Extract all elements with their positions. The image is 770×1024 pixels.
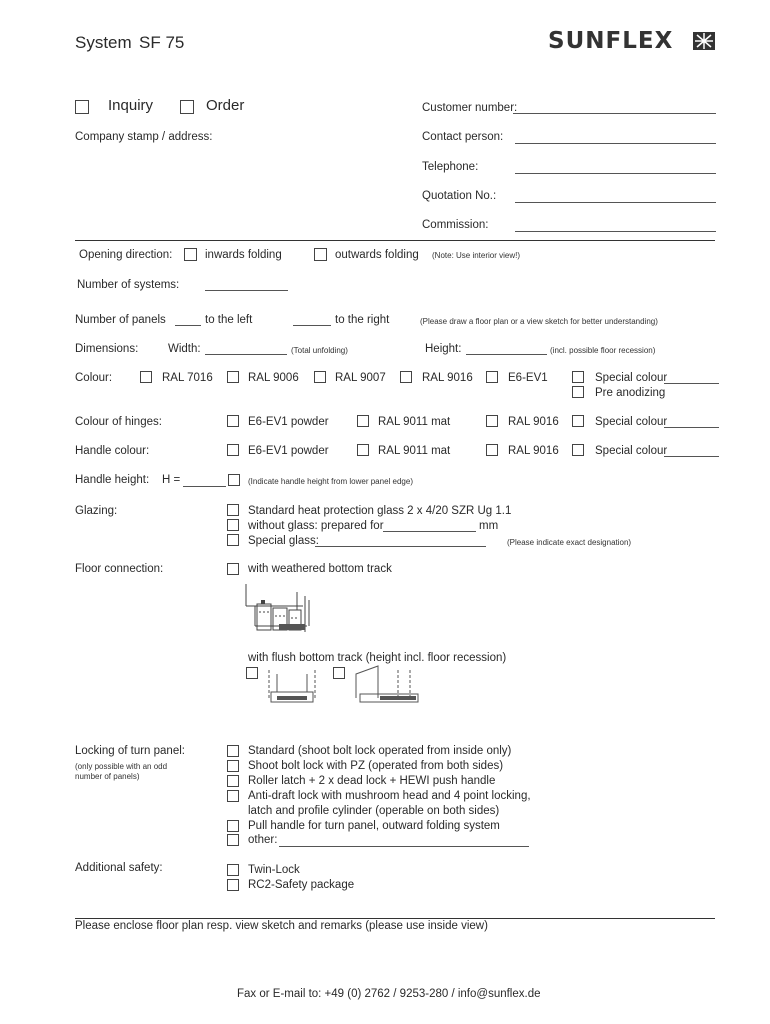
- locking-shootbolt-checkbox[interactable]: [227, 760, 239, 772]
- handle-height-checkbox[interactable]: [228, 474, 240, 486]
- locking-option-label: Standard (shoot bolt lock operated from inside only): [248, 745, 512, 757]
- pre-anodizing-checkbox[interactable]: [572, 386, 584, 398]
- hinges-option-label: RAL 9011 mat: [378, 416, 451, 428]
- panels-right-field[interactable]: [293, 325, 331, 326]
- panels-label: Number of panels: [75, 314, 166, 326]
- colour-option-label: E6-EV1: [508, 372, 548, 384]
- inwards-folding-checkbox[interactable]: [184, 248, 197, 261]
- hinges-special-label: Special colour: [595, 416, 668, 428]
- glazing-standard-label: Standard heat protection glass 2 x 4/20 SZR Ug 1.1: [248, 505, 512, 517]
- locking-option-label: Shoot bolt lock with PZ (operated from both sides): [248, 760, 504, 772]
- handle-option-label: E6-EV1 powder: [248, 445, 329, 457]
- colour-option-label: RAL 9006: [248, 372, 299, 384]
- contact-person-field[interactable]: [515, 143, 716, 144]
- flush-track-drawing-1: [263, 666, 323, 708]
- safety-label: Additional safety:: [75, 862, 163, 874]
- quotation-label: Quotation No.:: [422, 190, 497, 202]
- locking-other-field[interactable]: [279, 846, 529, 847]
- colour-label: Colour:: [75, 372, 113, 384]
- floor-flush-checkbox-1[interactable]: [246, 667, 258, 679]
- handle-special-label: Special colour: [595, 445, 668, 457]
- colour-option-label: RAL 9016: [422, 372, 473, 384]
- opening-note: (Note: Use interior view!): [432, 251, 521, 260]
- systems-field[interactable]: [205, 290, 288, 291]
- hinges-ral9016-checkbox[interactable]: [486, 415, 498, 427]
- floor-weathered-label: with weathered bottom track: [248, 563, 392, 575]
- systems-label: Number of systems:: [77, 279, 180, 291]
- colour-special-checkbox[interactable]: [572, 371, 584, 383]
- sunflex-logo: SUNFLEX: [548, 28, 674, 54]
- locking-standard-checkbox[interactable]: [227, 745, 239, 757]
- handle-special-field[interactable]: [664, 456, 719, 457]
- colour-option-label: RAL 9007: [335, 372, 386, 384]
- flush-track-drawing-2: [352, 664, 424, 708]
- panels-left-field[interactable]: [175, 325, 201, 326]
- height-note: (incl. possible floor recession): [550, 346, 656, 355]
- twin-lock-label: Twin-Lock: [248, 864, 300, 876]
- inwards-folding-label: inwards folding: [205, 249, 282, 261]
- inquiry-checkbox[interactable]: [75, 100, 89, 114]
- floor-weathered-checkbox[interactable]: [227, 563, 239, 575]
- panels-right-label: to the right: [335, 314, 390, 326]
- height-field[interactable]: [466, 354, 547, 355]
- twin-lock-checkbox[interactable]: [227, 864, 239, 876]
- hinges-e6ev1-checkbox[interactable]: [227, 415, 239, 427]
- pre-anodizing-label: Pre anodizing: [595, 387, 666, 399]
- glazing-without-field[interactable]: [383, 531, 476, 532]
- width-note: (Total unfolding): [291, 346, 348, 355]
- hinges-special-checkbox[interactable]: [572, 415, 584, 427]
- company-stamp-label: Company stamp / address:: [75, 131, 213, 143]
- colour-special-label: Special colour: [595, 372, 668, 384]
- locking-antidraft-checkbox[interactable]: [227, 790, 239, 802]
- divider: [75, 918, 715, 919]
- customer-number-field[interactable]: [513, 113, 716, 114]
- locking-roller-checkbox[interactable]: [227, 775, 239, 787]
- commission-label: Commission:: [422, 219, 489, 231]
- rc2-checkbox[interactable]: [227, 879, 239, 891]
- glazing-mm-label: mm: [479, 520, 499, 532]
- inquiry-label: Inquiry: [108, 97, 154, 114]
- hinges-option-label: E6-EV1 powder: [248, 416, 329, 428]
- telephone-label: Telephone:: [422, 161, 479, 173]
- rc2-label: RC2-Safety package: [248, 879, 355, 891]
- width-label: Width:: [168, 343, 201, 355]
- customer-number-label: Customer number:: [422, 102, 518, 114]
- locking-antidraft-cont: latch and profile cylinder (operable on both sides): [248, 805, 500, 817]
- handle-option-label: RAL 9016: [508, 445, 559, 457]
- panels-left-label: to the left: [205, 314, 253, 326]
- floor-connection-label: Floor connection:: [75, 563, 164, 575]
- floor-flush-checkbox-2[interactable]: [333, 667, 345, 679]
- hinges-option-label: RAL 9016: [508, 416, 559, 428]
- outwards-folding-checkbox[interactable]: [314, 248, 327, 261]
- sunflex-logo-icon: [691, 30, 717, 52]
- glazing-special-label: Special glass:: [248, 535, 319, 547]
- divider: [75, 240, 715, 241]
- locking-note: (only possible with an odd number of panels): [75, 762, 168, 781]
- colour-e6ev1-checkbox[interactable]: [486, 371, 498, 383]
- handle-height-label: Handle height:: [75, 474, 150, 486]
- handle-ral9016-checkbox[interactable]: [486, 444, 498, 456]
- handle-height-note: (Indicate handle height from lower panel edge): [248, 477, 413, 486]
- handle-colour-label: Handle colour:: [75, 445, 150, 457]
- panels-note: (Please draw a floor plan or a view sketch for better understanding): [420, 317, 658, 326]
- system-value: SF 75: [139, 33, 185, 52]
- glazing-without-checkbox[interactable]: [227, 519, 239, 531]
- handle-option-label: RAL 9011 mat: [378, 445, 451, 457]
- dimensions-label: Dimensions:: [75, 343, 139, 355]
- glazing-standard-checkbox[interactable]: [227, 504, 239, 516]
- footer-contact: Fax or E-mail to: +49 (0) 2762 / 9253-280 / info@sunflex.de: [237, 988, 541, 1000]
- quotation-field[interactable]: [515, 202, 716, 203]
- telephone-field[interactable]: [515, 173, 716, 174]
- locking-pull-checkbox[interactable]: [227, 820, 239, 832]
- handle-ral9011-checkbox[interactable]: [357, 444, 369, 456]
- floor-flush-label: with flush bottom track (height incl. floor recession): [248, 652, 507, 664]
- glazing-without-label: without glass: prepared for: [248, 520, 384, 532]
- locking-option-label: Roller latch + 2 x dead lock + HEWI push handle: [248, 775, 496, 787]
- hinges-ral9011-checkbox[interactable]: [357, 415, 369, 427]
- height-label: Height:: [425, 343, 462, 355]
- colour-ral7016-checkbox[interactable]: [140, 371, 152, 383]
- locking-option-label: Anti-draft lock with mushroom head and 4 point locking,: [248, 790, 531, 802]
- hinges-special-field[interactable]: [664, 427, 719, 428]
- handle-h-label: H =: [162, 474, 181, 486]
- colour-ral9006-checkbox[interactable]: [227, 371, 239, 383]
- commission-field[interactable]: [515, 231, 716, 232]
- colour-special-field[interactable]: [664, 383, 719, 384]
- order-label: Order: [206, 97, 245, 114]
- system-label: System: [75, 33, 132, 52]
- glazing-special-checkbox[interactable]: [227, 534, 239, 546]
- locking-other-label: other:: [248, 834, 278, 846]
- enclose-note: Please enclose floor plan resp. view sketch and remarks (please use inside view): [75, 920, 488, 932]
- locking-other-checkbox[interactable]: [227, 834, 239, 846]
- hinges-label: Colour of hinges:: [75, 416, 162, 428]
- colour-ral9016-checkbox[interactable]: [400, 371, 412, 383]
- handle-special-checkbox[interactable]: [572, 444, 584, 456]
- width-field[interactable]: [205, 354, 287, 355]
- weathered-track-drawing: [243, 582, 323, 638]
- handle-height-field[interactable]: [183, 486, 226, 487]
- glazing-special-field[interactable]: [315, 546, 486, 547]
- handle-e6ev1-checkbox[interactable]: [227, 444, 239, 456]
- glazing-label: Glazing:: [75, 505, 118, 517]
- outwards-folding-label: outwards folding: [335, 249, 419, 261]
- contact-person-label: Contact person:: [422, 131, 504, 143]
- glazing-note: (Please indicate exact designation): [507, 538, 632, 547]
- order-checkbox[interactable]: [180, 100, 194, 114]
- locking-pull-label: Pull handle for turn panel, outward folding system: [248, 820, 500, 832]
- colour-ral9007-checkbox[interactable]: [314, 371, 326, 383]
- opening-direction-label: Opening direction:: [79, 249, 173, 261]
- locking-label: Locking of turn panel:: [75, 745, 185, 757]
- colour-option-label: RAL 7016: [162, 372, 213, 384]
